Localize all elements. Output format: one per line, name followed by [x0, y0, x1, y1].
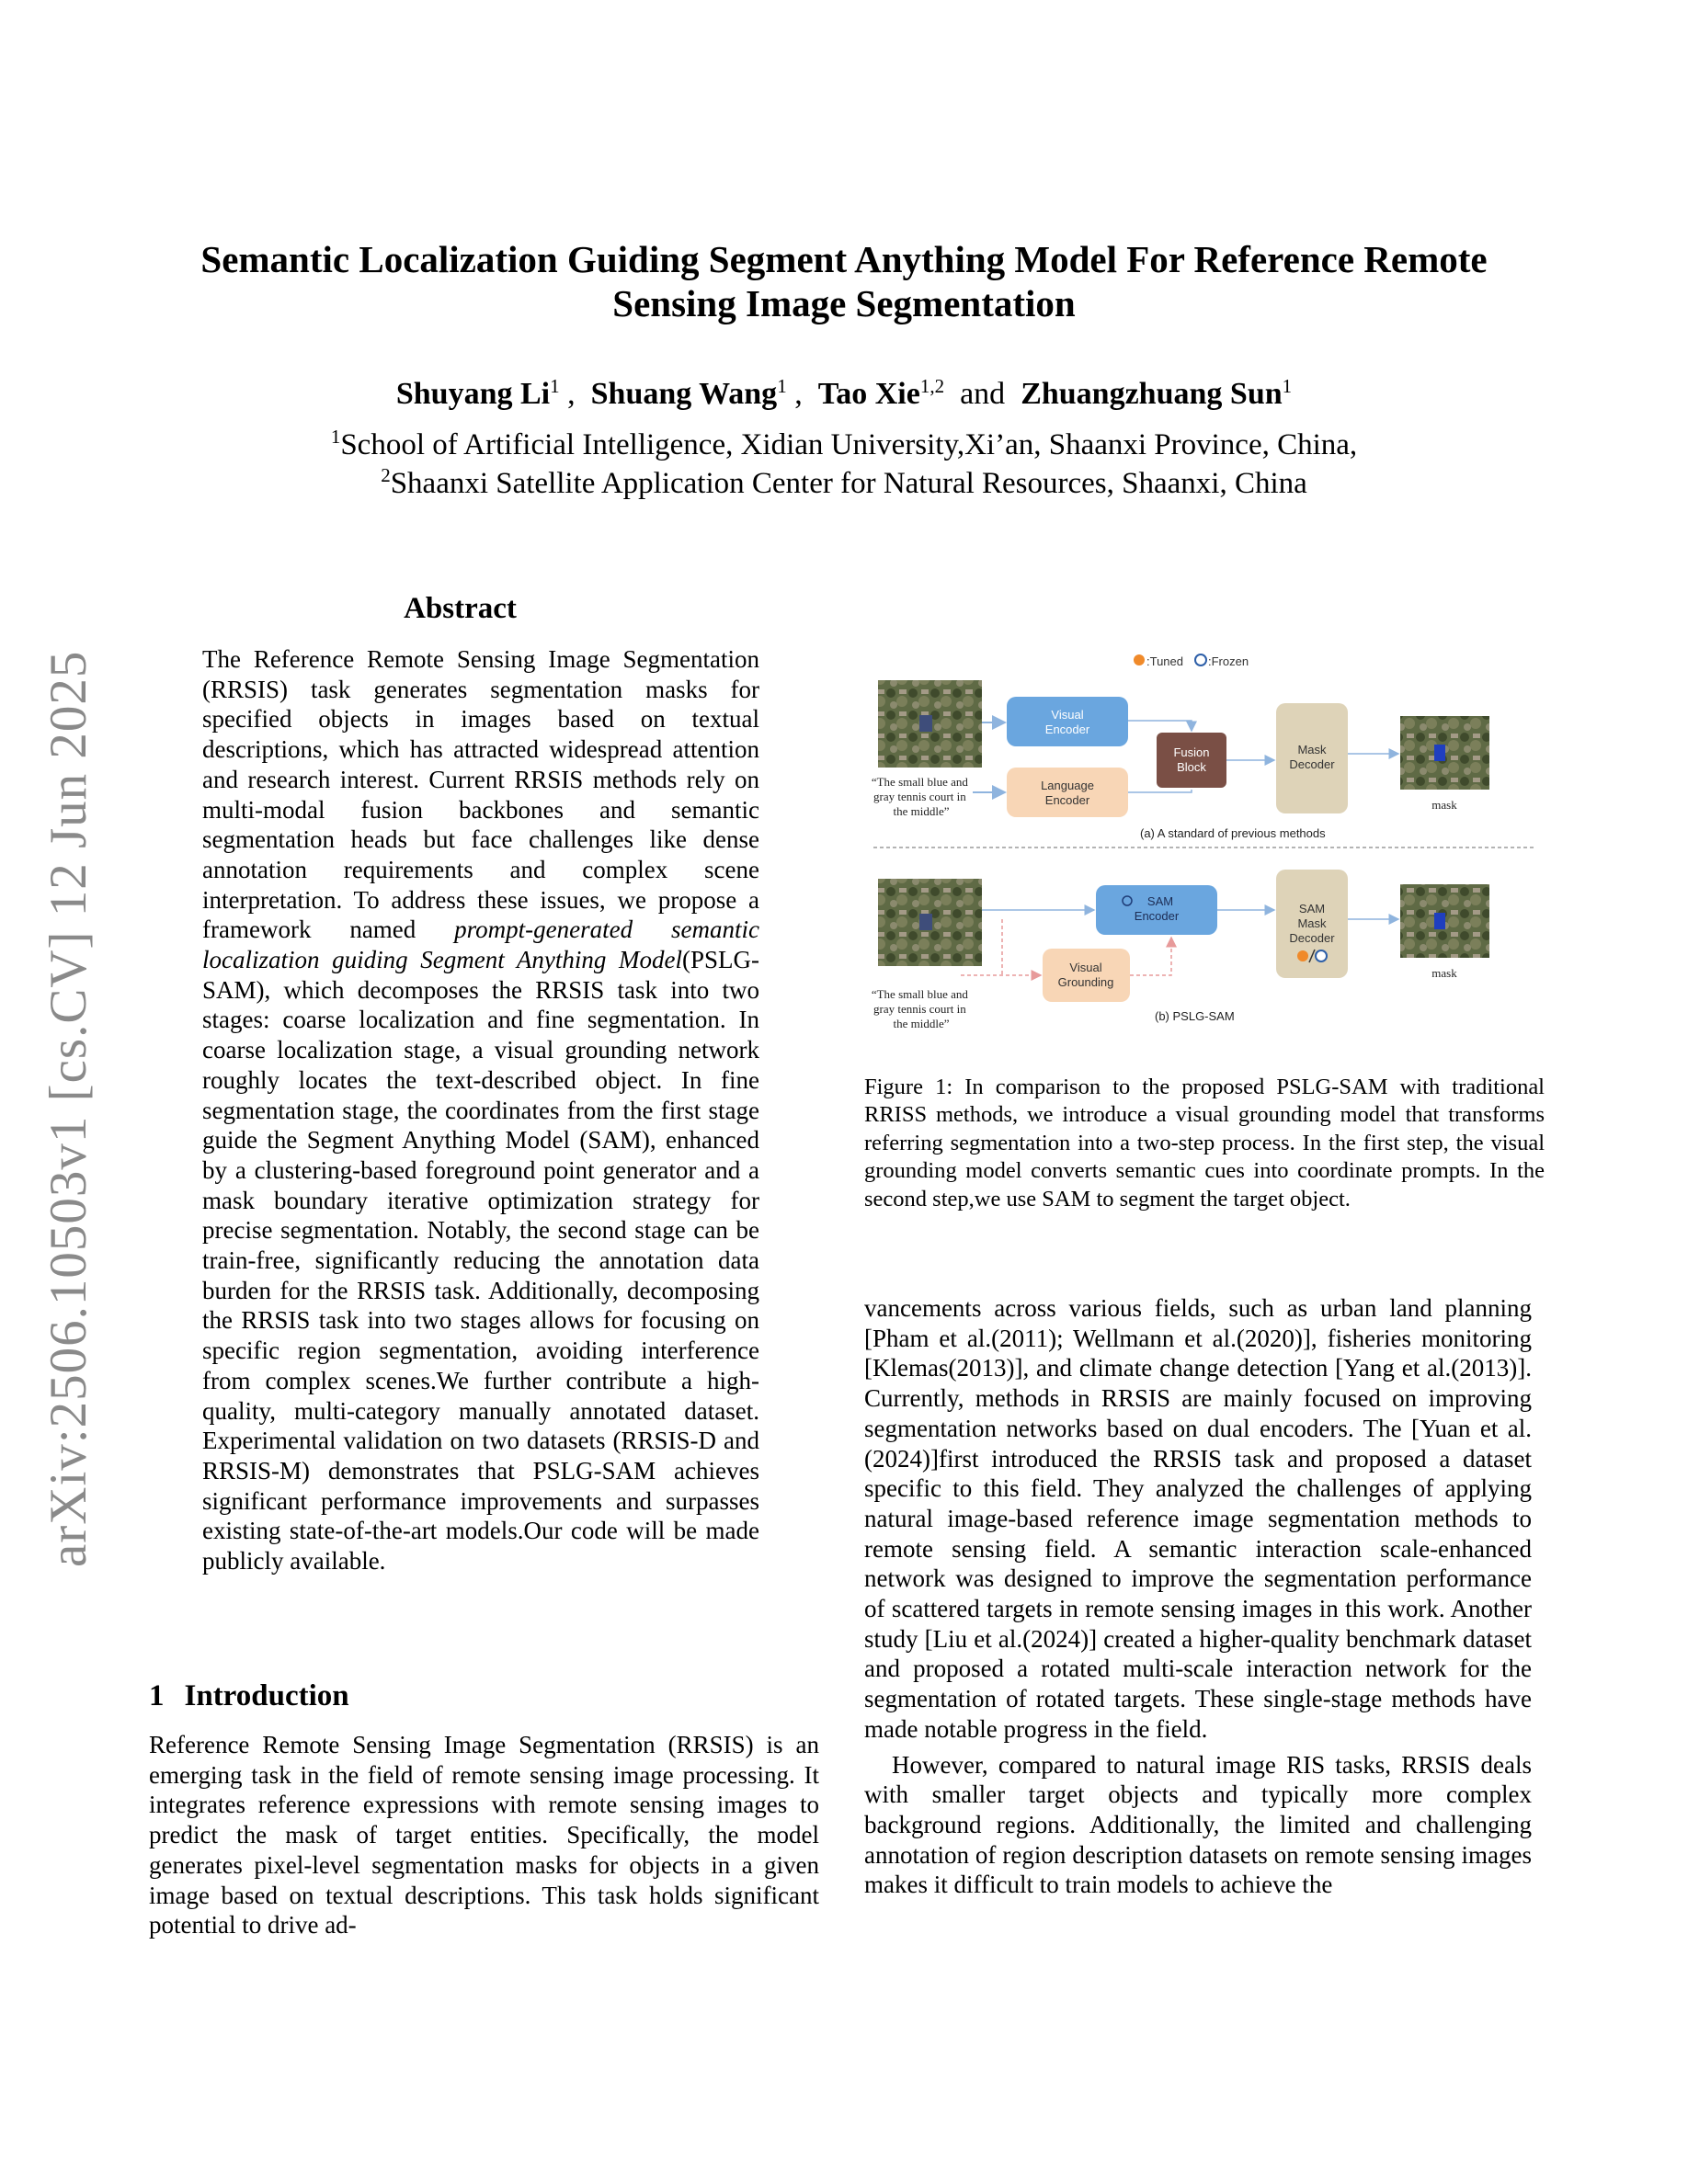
fusion-block-label: Fusion Block [1173, 745, 1210, 774]
visual-encoder-label: Visual Encoder [1044, 708, 1090, 736]
mask-highlight-a [1434, 745, 1445, 761]
affil-text: Shaanxi Satellite Application Center for Natural Resources, Shaanxi, China [390, 467, 1307, 500]
abstract-body [202, 644, 759, 1576]
visual-grounding-label: Visual Grounding [1057, 961, 1114, 989]
author-name: Shuyang Li [395, 377, 551, 411]
intro-body [149, 1730, 819, 1940]
affil-text: School of Artificial Intelligence, Xidian University,Xi’an, Shaanxi Province, China, [340, 428, 1358, 461]
figure-1 [864, 643, 1545, 1048]
snowflake-icon [1316, 950, 1327, 961]
section-number: 1 [149, 1679, 165, 1712]
abstract-text-1: The Reference Remote Sensing Image Segmentation (RRSIS) task generates segmentation masks for specified objects in images based on textual descriptions, which has attracted widespread attention and research interest. Current RRSIS methods rely on multi-modal fusion backbones and semantic segmentation heads but face challenges like dense annotation requirements and complex scene interpretation. To address these issues, we propose a framework named [202, 645, 759, 944]
section-heading-introduction [149, 1679, 349, 1713]
mask-decoder-label: Mask Decoder [1289, 743, 1335, 771]
abstract-heading: Abstract [404, 592, 517, 625]
title-line-1: Semantic Localization Guiding Segment Anything Model For Reference Remote [200, 238, 1488, 280]
affiliation-1 [110, 427, 1578, 464]
mask-label-b: mask [1431, 966, 1457, 980]
right-column-body [864, 1293, 1532, 1900]
figure-caption: Figure 1: In comparison to the proposed PSLG-SAM with traditional RRISS methods, we introduce a visual grounding model that transforms referring segmentation into a two-step process. In the first step, the visual grounding model converts semantic cues into coordinate prompts. In the second step,we use SAM to segment the target object. [864, 1075, 1545, 1211]
flame-icon [1297, 950, 1308, 961]
paragraph: However, compared to natural image RIS tasks, RRSIS deals with smaller target objects and typically more complex background regions. Additionally, the limited and challenging annotation of region description datasets on remote sensing images makes it difficult to train models to achieve the [864, 1750, 1532, 1899]
tennis-court-b [919, 914, 932, 930]
abstract-italic: prompt-generated semantic localization guiding Segment Anything Model [202, 916, 759, 974]
affiliation-2 [110, 465, 1578, 503]
arxiv-stamp: arXiv:2506.10503v1 [cs.CV] 12 Jun 2025 [40, 650, 97, 1567]
mask-highlight-b [1434, 913, 1445, 929]
author-name: Tao Xie [817, 377, 920, 411]
author-and: and [960, 377, 1006, 411]
subfigure-a-label: (a) A standard of previous methods [1140, 826, 1326, 840]
visual-encoder-box [1007, 697, 1128, 746]
title-line-2: Sensing Image Segmentation [612, 282, 1076, 324]
tennis-court-a [919, 715, 932, 732]
flame-icon [1134, 654, 1145, 665]
author-affil-mark: 1 [1282, 375, 1293, 397]
author-affil-mark: 1 [550, 375, 560, 397]
figure-diagram [864, 643, 1545, 1048]
author-affil-mark: 1,2 [919, 375, 945, 397]
snowflake-icon [1195, 654, 1206, 665]
sam-mask-decoder-label: SAM Mask Decoder [1289, 902, 1335, 945]
subfigure-b-label: (b) PSLG-SAM [1155, 1009, 1235, 1023]
author-list: Shuyang Li$^1$ , Shuang Wang$^1$ , Tao Xie$^{1,2}$ and Zhuangzhuang Sun$^1$ [395, 375, 1293, 411]
author-name: Zhuangzhuang Sun [1021, 377, 1283, 411]
affil-mark: 1 [330, 426, 341, 448]
language-encoder-label: Language Encoder [1041, 779, 1094, 807]
sam-encoder-label: SAM Encoder [1134, 894, 1180, 923]
section-title: Introduction [184, 1679, 349, 1712]
paragraph: vancements across various fields, such as urban land planning [Pham et al.(2011); Wellmann et al.(2020)], fisheries monitoring [Klemas(2013)], and climate change detection [Yang et al.(2013)]. Currently, methods in RRSIS are mainly focused on improving segmentation networks based on dual encoders. The [Yuan et al.(2024)]first introduced the RRSIS task and proposed a dataset specific to this field. They analyzed the challenges of applying natural image-based reference image segmentation methods to remote sensing field. A semantic interaction scale-enhanced network was designed to improve the segmentation performance of scattered targets in remote sensing images in this work. Another study [Liu et al.(2024)] created a higher-quality benchmark dataset and proposed a rotated multi-scale interaction network for the segmentation of rotated targets. These single-stage methods have made notable progress in the field. [864, 1294, 1532, 1743]
abstract-text-2: (PSLG-SAM), which decomposes the RRSIS task into two stages: coarse localization and fine segmentation. In coarse localization stage, a visual grounding network roughly locates the text-described object. In fine segmentation stage, the coordinates from the first stage guide the Segment Anything Model (SAM), enhanced by a clustering-based foreground point generator and a mask boundary iterative optimization strategy for precise segmentation. Notably, the second stage can be train-free, significantly reducing the annotation data burden for the RRSIS task. Additionally, decomposing the RRSIS task into two stages allows for focusing on specific region segmentation, avoiding interference from complex scenes.We further contribute a high-quality, multi-category manually annotated dataset. Experimental validation on two datasets (RRSIS-D and RRSIS-M) demonstrates that PSLG-SAM achieves significant performance improvements and surpasses existing state-of-the-art models.Our code will be made publicly available. [202, 946, 759, 1575]
legend-frozen: :Frozen [1208, 654, 1249, 668]
quote-a: “The small blue and gray tennis court in the middle” [871, 775, 968, 818]
language-encoder-box [1007, 768, 1128, 817]
author-name: Shuang Wang [590, 377, 778, 411]
mask-label-a: mask [1431, 798, 1457, 812]
affil-mark: 2 [381, 464, 391, 486]
paper-title [110, 237, 1578, 325]
author-affil-mark: 1 [777, 375, 787, 397]
legend-tuned: :Tuned [1146, 654, 1183, 668]
intro-paragraph: Reference Remote Sensing Image Segmentation (RRSIS) is an emerging task in the field of remote sensing image processing. It integrates reference expressions with remote sensing images to predict the mask of target entities. Specifically, the model generates pixel-level segmentation masks for objects in a given image based on textual descriptions. This task holds significant potential to drive ad- [149, 1731, 819, 1939]
quote-b: “The small blue and gray tennis court in the middle” [871, 987, 968, 1030]
